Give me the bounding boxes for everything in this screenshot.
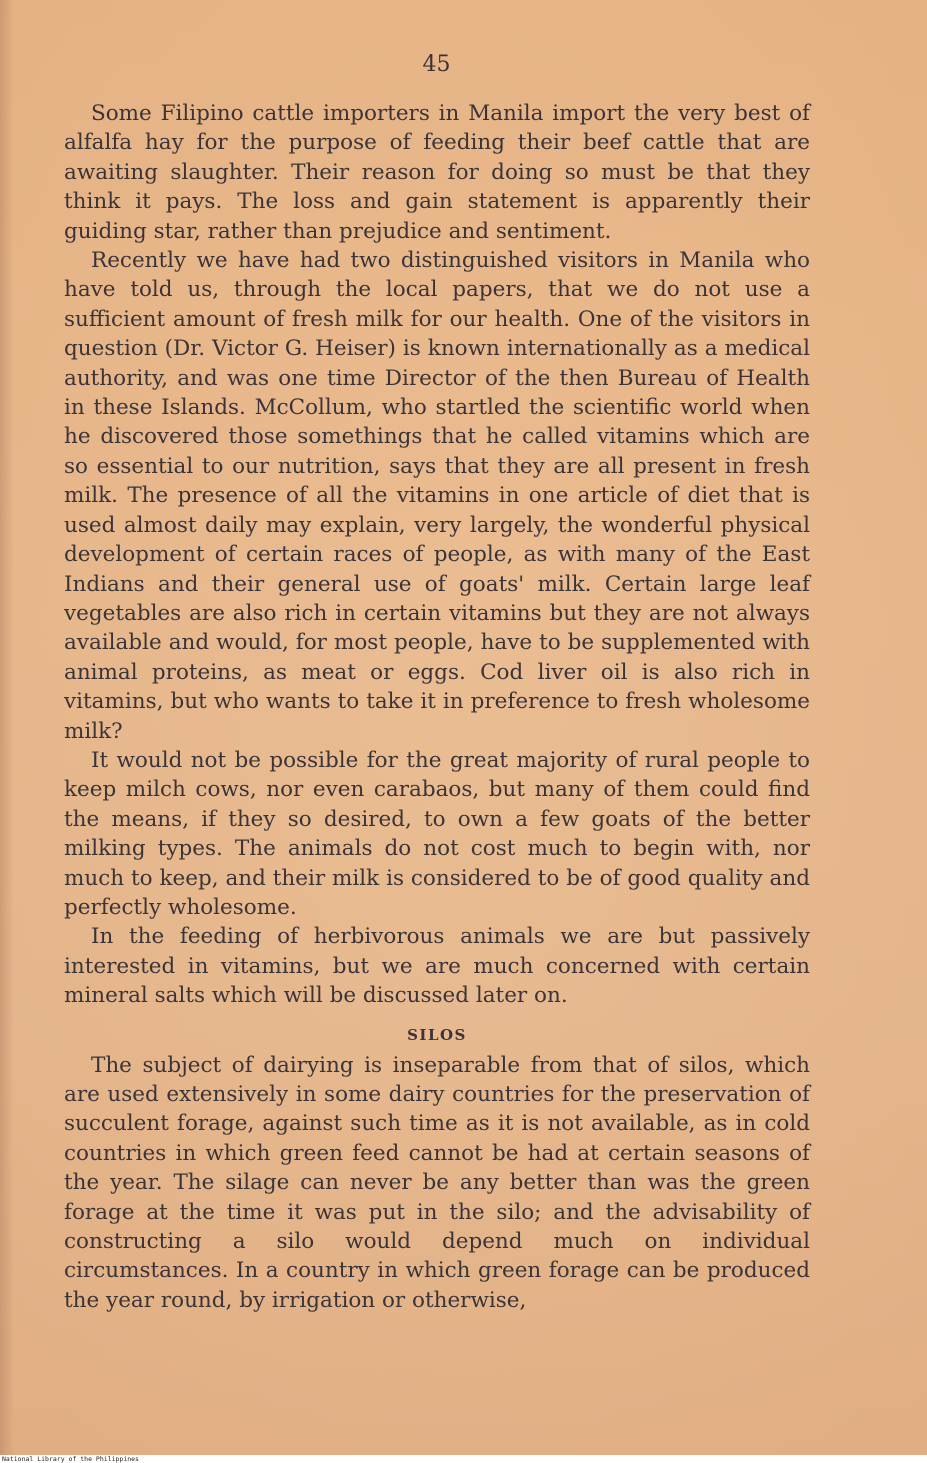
footer-strip [0, 1455, 927, 1463]
page-body [64, 99, 810, 1315]
page-edge-shadow [0, 0, 14, 1455]
paragraph-milking-goats: It would not be possible for the great majority of rural people to keep milch cows, nor even carabaos, but many of them could find the means, if they so desired, to own a few goats of the better milking types. The animals do not cost much to begin with, nor much to keep, and their milk is considered to be of good quality and perfectly wholesome. [64, 747, 810, 920]
paragraph-fresh-milk: Recently we have had two distinguished visitors in Manila who have told us, through the local papers, that we do not use a sufficient amount of fresh milk for our health. One of the visitors in question (Dr. Victor G. Heiser) is known internationally as a medical authority, and was one time Director of the then Bureau of Health in these Islands. McCollum, who startled the scientific world when he discovered those somethings that he called vitamins which are so essential to our nutrition, says that they are all present in fresh milk. The presence of all the vitamins in one article of diet that is used almost daily may explain, very largely, the wonderful physical development of certain races of people, as with many of the East Indians and their general use of goats' milk. Certain large leaf vegetables are also rich in certain vitamins but they are not always available and would, for most people, have to be supplemented with animal proteins, as meat or eggs. Cod liver oil is also rich in vitamins, but who wants to take it in preference to fresh wholesome milk? [64, 248, 810, 744]
library-credit: National Library of the Philippines [2, 1455, 139, 1463]
page-number: 45 [422, 52, 451, 77]
paragraph-silos: The subject of dairying is inseparable from that of silos, which are used extensively in some dairy countries for the preservation of succulent forage, against such time as it is not available, as in cold countries in which green feed cannot be had at certain seasons of the year. The silage can never be any better than was the green forage at the time it was put in the silo; and the advisability of constructing a silo would depend much on individual circumstances. In a country in which green forage can be produced the year round, by irrigation or otherwise, [64, 1052, 810, 1313]
paragraph-mineral-salts: In the feeding of herbivorous animals we are but passively interested in vitamins, but we are much concerned with certain mineral salts which will be discussed later on. [64, 924, 810, 1009]
section-heading-silos: SILOS [407, 1025, 467, 1044]
paragraph-cattle-importers: Some Filipino cattle importers in Manila import the very best of alfalfa hay for the purpose of feeding their beef cattle that are awaiting slaughter. Their reason for doing so must be that they think it pays. The loss and gain statement is apparently their guiding star, rather than prejudice and sentiment. [64, 101, 810, 244]
